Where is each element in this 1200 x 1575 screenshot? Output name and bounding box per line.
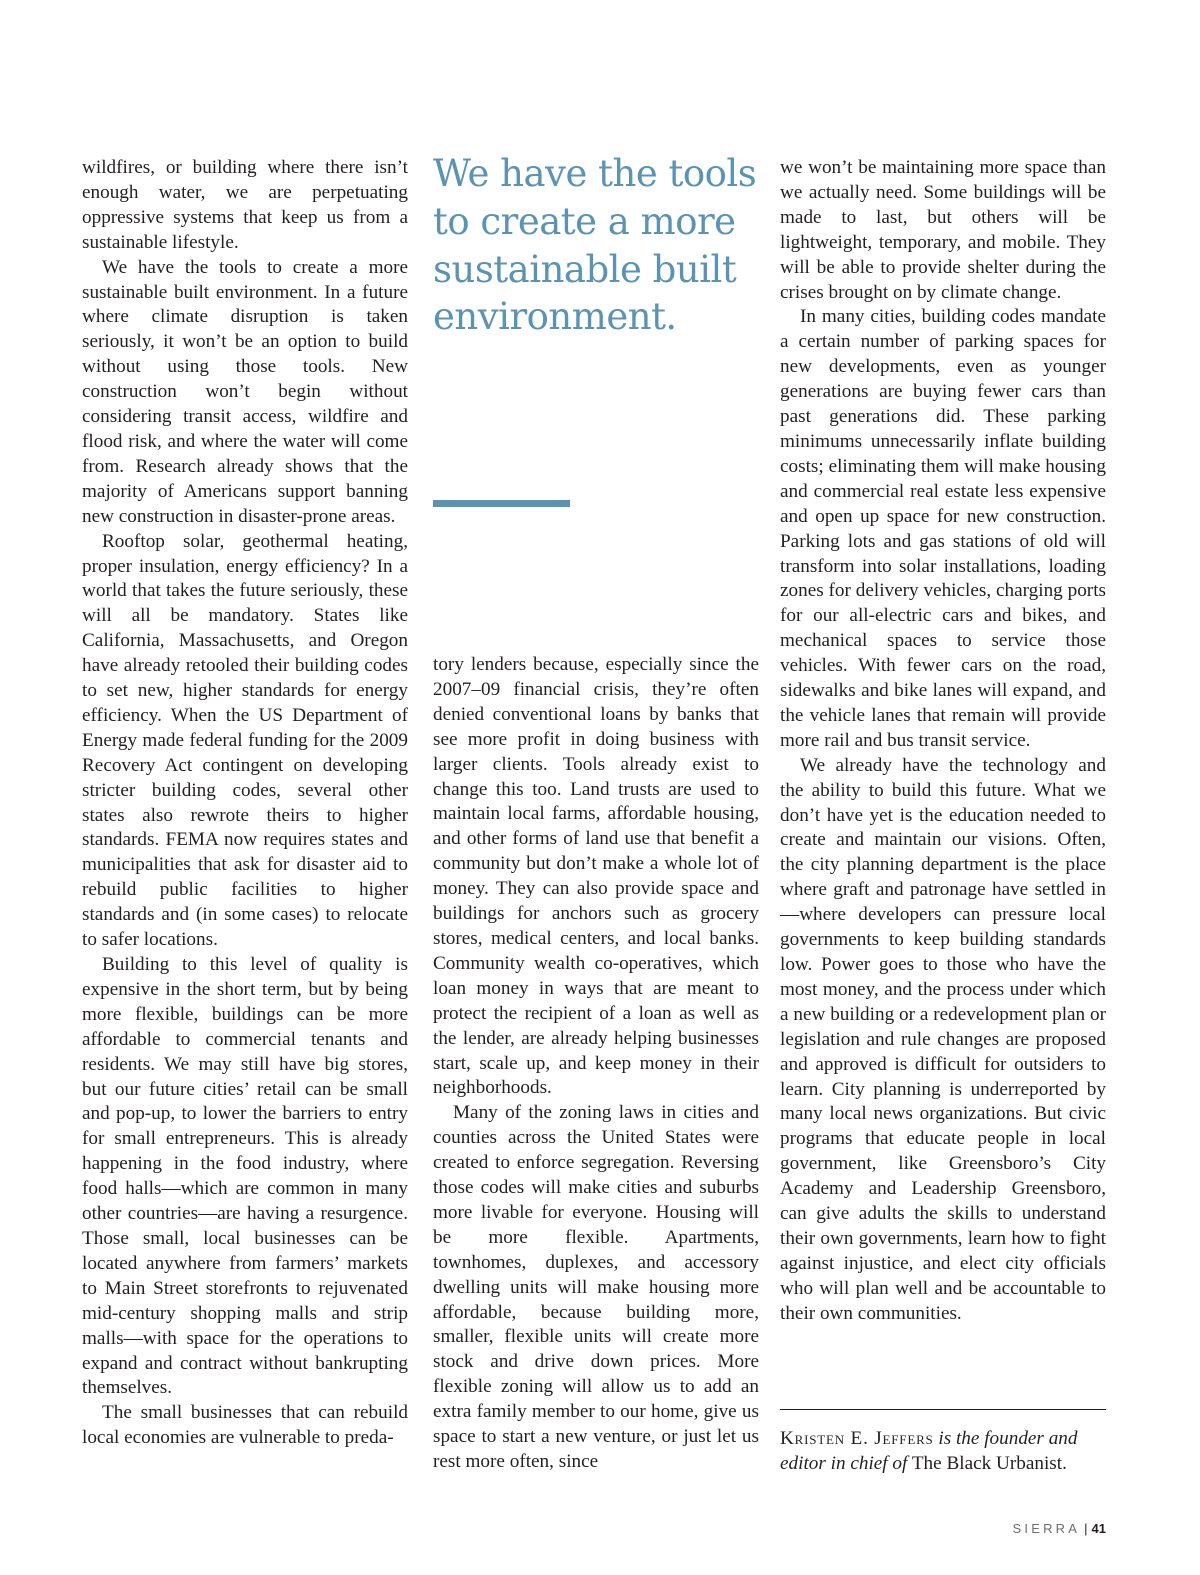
paragraph: Many of the zoning laws in cities and counties across the United States were created to enforce segregation. Reversing those codes will make cities and suburbs more livable for everyone. Housing will be more flexible. Apartments, townhomes, duplexes, and accessory dwelling units will make housing more affordable, because building more, smaller, flexible units will create more stock and drive down prices. More flexible zoning will allow us to add an extra family member to our home, give us space to start a new venture, or just let us rest more often, since xyxy=(433,1102,759,1472)
author-role: is the founder and editor in chief of xyxy=(780,1428,1078,1474)
publication-name: The Black Urbanist. xyxy=(911,1452,1067,1474)
article-column-1 xyxy=(82,156,408,1451)
paragraph: tory lenders because, especially since the 2007–09 financial crisis, they’re often denied conventional loans by banks that see more profit in doing business with larger clients. Tools already exist to change this too. Land trusts are used to maintain local farms, affordable housing, and other forms of land use that benefit a community but don’t make a whole lot of money. They can also provide space and buildings for anchors such as grocery stores, medical centers, and local banks. Community wealth co-operatives, which loan money in ways that are meant to protect the recipient of a loan as well as the lender, are already helping businesses start, scale up, and keep money in their neighborhoods. xyxy=(433,654,759,1099)
paragraph: The small businesses that can rebuild local economies are vulnerable to preda- xyxy=(82,1402,408,1449)
paragraph: wildfires, or building where there isn’t enough water, we are perpetuating oppressive systems that keep us from a sustainable lifestyle. xyxy=(82,157,408,253)
author-name: Kristen E. Jeffers xyxy=(780,1428,934,1449)
paragraph: Rooftop solar, geothermal heating, proper insulation, energy efficiency? In a world that takes the future seriously, these will all be mandatory. States like California, Massachusetts, and Oregon have already retooled their building codes to set new, higher standards for energy efficiency. When the US Department of Energy made federal funding for the 2009 Recovery Act contingent on developing stricter building codes, several other states also rewrote theirs to higher standards. FEMA now requires states and municipalities that ask for disaster aid to rebuild public facilities to higher standards and (in some cases) to relocate to safer locations. xyxy=(82,530,408,951)
paragraph: In many cities, building codes mandate a certain number of parking spaces for new developments, even as younger generations are buying fewer cars than past generations did. These parking minimums unnecessarily inflate building costs; eliminating them will make housing and commercial real estate less expensive and open up space for new construction. Parking lots and gas stations of old will transform into solar installations, loading zones for delivery vehicles, charging ports for our all-electric cars and bikes, and mechanical spaces to service those vehicles. With fewer cars on the road, sidewalks and bike lanes will expand, and the vehicle lanes that remain will provide more rail and bus transit service. xyxy=(780,306,1106,751)
author-bio xyxy=(780,1427,1106,1477)
bio-divider xyxy=(780,1409,1106,1410)
paragraph: Building to this level of quality is expensive in the short term, but by being more flexible, buildings can be more affordable to commercial tenants and residents. We may still have big stores, but our future cities’ retail can be small and pop-up, to lower the barriers to entry for small entrepreneurs. This is already happening in the food industry, where food halls—which are common in many other countries—are having a resurgence. Those small, local businesses can be located anywhere from farmers’ markets to Main Street storefronts to rejuvenated mid-century shopping malls and strip malls—with space for the operations to expand and contract without bankrupting themselves. xyxy=(82,954,408,1399)
pull-quote-rule xyxy=(433,500,570,507)
paragraph: we won’t be maintaining more space than we actually need. Some buildings will be made to last, but others will be lightweight, temporary, and mobile. They will be able to provide shelter during the crises brought on by climate change. xyxy=(780,157,1106,303)
paragraph: We already have the technology and the ability to build this future. What we don’t have yet is the education needed to create and maintain our visions. Often, the city planning department is the place where graft and patronage have settled in—where developers can pressure local governments to keep building standards low. Power goes to those who have the most money, and the process under which a new building or a redevelopment plan or legislation and rule changes are proposed and approved is difficult for outsiders to learn. City planning is underreported by many local news organizations. But civic programs that educate people in local government, like Greensboro’s City Academy and Leadership Greensboro, can give adults the skills to understand their own governments, learn how to fight against injustice, and elect city officials who will plan well and be accountable to their own communities. xyxy=(780,754,1106,1324)
paragraph: We have the tools to create a more sustainable built environment. In a future where climate disruption is taken seriously, it won’t be an option to build without using those tools. New construction won’t begin without considering transit access, wildfire and flood risk, and where the water will come from. Research already shows that the majority of Americans support banning new construction in disaster-prone areas. xyxy=(82,256,408,527)
page-number: 41 xyxy=(1091,1521,1106,1536)
footer-separator: | xyxy=(1084,1521,1088,1536)
pull-quote: We have the tools to create a more sustainable built environment. xyxy=(433,152,757,339)
article-column-3 xyxy=(780,156,1106,1327)
magazine-name: SIERRA xyxy=(1012,1521,1081,1536)
page-footer xyxy=(1013,1521,1106,1536)
article-column-2 xyxy=(433,653,759,1475)
